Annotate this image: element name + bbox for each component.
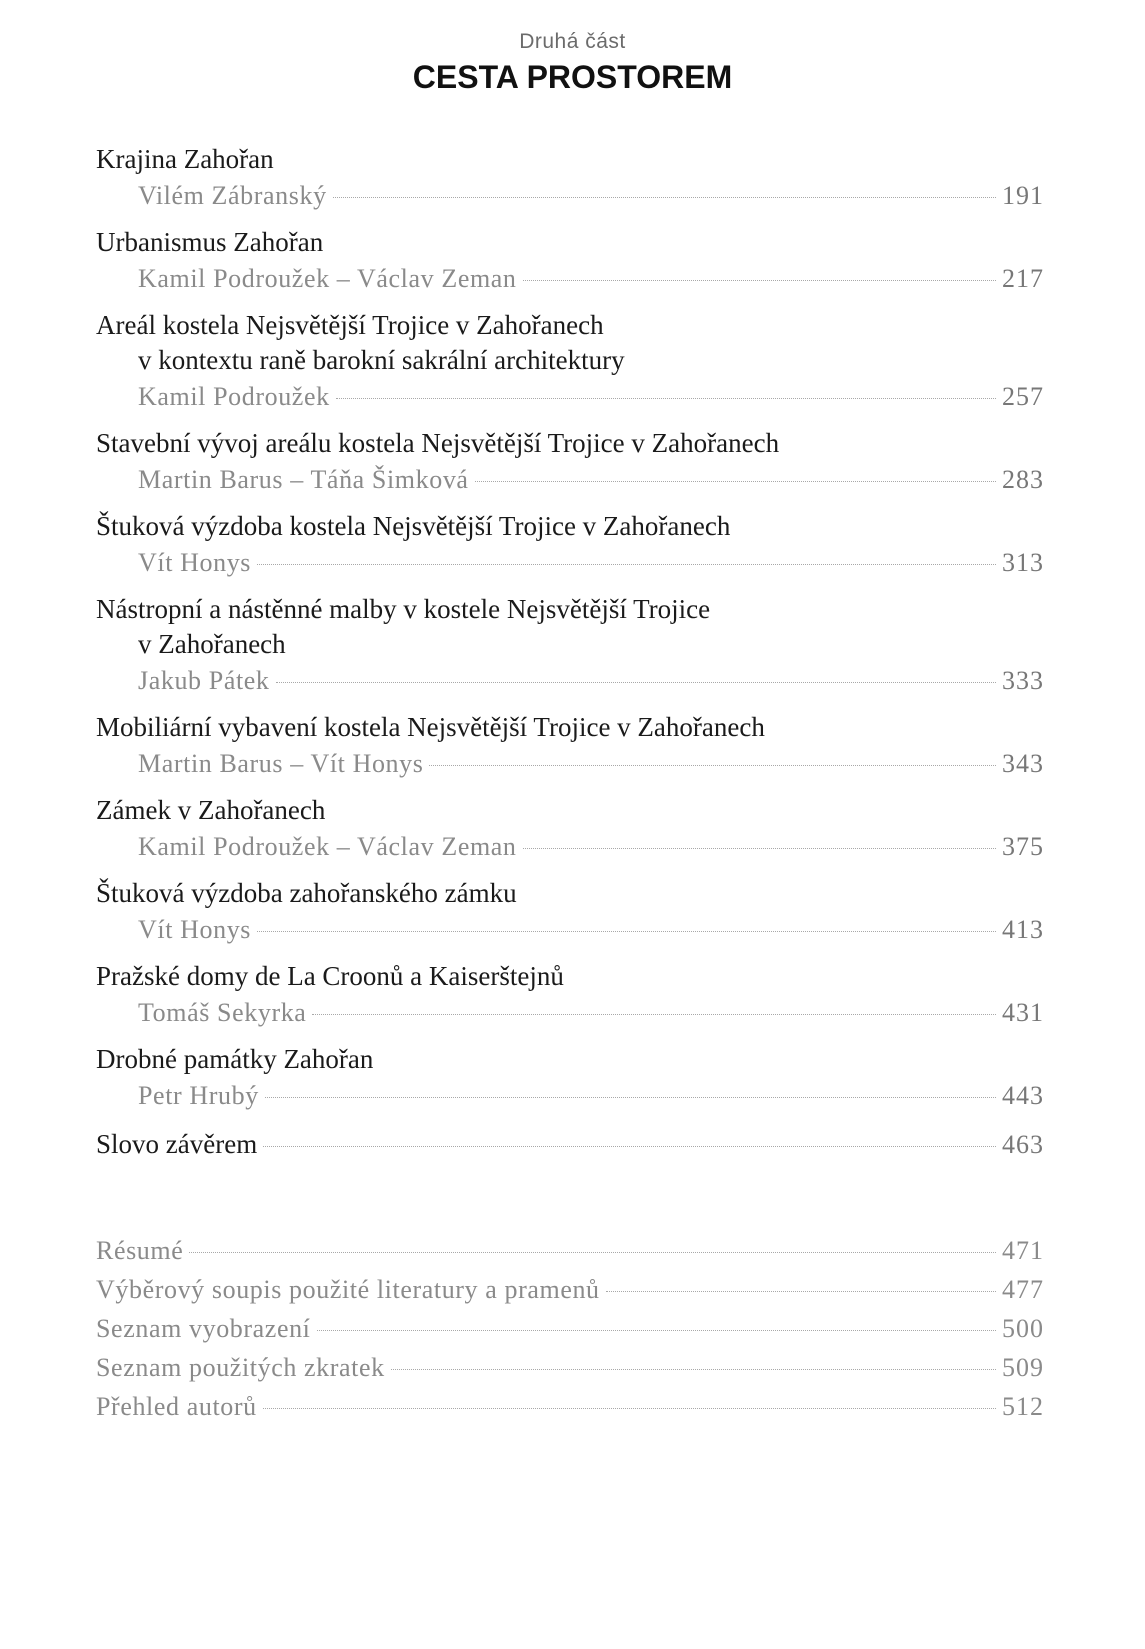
dot-leader — [391, 1369, 996, 1370]
chapter-author-text: Martin Barus – Vít Honys — [138, 749, 424, 778]
page-number: 463 — [1002, 1130, 1044, 1159]
toc-entry — [96, 308, 1044, 416]
page-number: 343 — [1002, 749, 1044, 778]
toc-entry — [96, 1042, 1044, 1115]
appendix-entry — [96, 1310, 1044, 1347]
dot-leader — [312, 1014, 996, 1015]
page-number: 313 — [1002, 548, 1044, 577]
page-number: 471 — [1002, 1236, 1044, 1265]
chapter-title: Zámek v Zahořanech — [96, 795, 326, 825]
chapter-author — [96, 911, 1044, 949]
part-label: Druhá část — [519, 30, 626, 53]
chapter-author-text: Kamil Podroužek – Václav Zeman — [138, 832, 517, 861]
chapter-title: v kontextu raně barokní sakrální architektury — [138, 345, 625, 375]
chapter-author-text: Petr Hrubý — [138, 1081, 259, 1110]
chapter-author-text: Tomáš Sekyrka — [138, 998, 307, 1027]
toc-entry — [96, 426, 1044, 499]
appendix-entry — [96, 1388, 1044, 1425]
appendix-entry — [96, 1271, 1044, 1308]
page-number: 413 — [1002, 915, 1044, 944]
dot-leader — [189, 1252, 996, 1253]
chapter-author-text: Jakub Pátek — [138, 666, 270, 695]
toc-entry — [96, 710, 1044, 783]
chapter-title: Areál kostela Nejsvětější Trojice v Zahořanech — [96, 310, 604, 340]
chapter-title: Nástropní a nástěnné malby v kostele Nejsvětější Trojice — [96, 594, 711, 624]
appendix-entry-text: Seznam použitých zkratek — [96, 1353, 385, 1382]
chapter-author — [96, 260, 1044, 298]
dot-leader — [317, 1330, 996, 1331]
part-title: CESTA PROSTOREM — [412, 59, 733, 95]
chapter-author-text: Kamil Podroužek – Václav Zeman — [138, 264, 517, 293]
page-number: 283 — [1002, 465, 1044, 494]
page-number: 500 — [1002, 1314, 1044, 1343]
chapter-author — [96, 461, 1044, 499]
chapter-title: Urbanismus Zahořan — [96, 227, 324, 257]
toc-entry — [96, 592, 1044, 700]
chapter-title: Štuková výzdoba kostela Nejsvětější Trojice v Zahořanech — [96, 511, 731, 541]
page-number: 443 — [1002, 1081, 1044, 1110]
chapter-author — [96, 828, 1044, 866]
dot-leader — [276, 682, 996, 683]
dot-leader — [257, 931, 996, 932]
page-number: 333 — [1002, 666, 1044, 695]
dot-leader — [475, 481, 996, 482]
appendix-entry — [96, 1232, 1044, 1269]
chapter-title: Drobné památky Zahořan — [96, 1044, 374, 1074]
chapter-author — [96, 378, 1044, 416]
chapter-author-text: Martin Barus – Táňa Šimková — [138, 465, 469, 494]
appendix-entry-text: Přehled autorů — [96, 1392, 257, 1421]
dot-leader — [429, 765, 996, 766]
chapter-author — [96, 745, 1044, 783]
page-number: 191 — [1002, 181, 1044, 210]
chapter-author-text: Kamil Podroužek — [138, 382, 330, 411]
dot-leader — [265, 1097, 996, 1098]
toc-entry — [96, 509, 1044, 582]
appendix-entry-text: Výběrový soupis použité literatury a pramenů — [96, 1275, 600, 1304]
toc-entry — [96, 225, 1044, 298]
toc-entry — [96, 959, 1044, 1032]
chapter-title: Stavební vývoj areálu kostela Nejsvětější Trojice v Zahořanech — [96, 428, 780, 458]
part-header — [0, 28, 1145, 98]
page-number: 477 — [1002, 1275, 1044, 1304]
appendix-entry — [96, 1349, 1044, 1386]
toc-entry — [96, 876, 1044, 949]
chapter-author — [96, 994, 1044, 1032]
page-number: 257 — [1002, 382, 1044, 411]
chapter-title: Krajina Zahořan — [96, 144, 274, 174]
chapter-author — [96, 177, 1044, 215]
dot-leader — [257, 564, 996, 565]
table-of-contents — [96, 142, 1044, 1174]
chapter-title: Štuková výzdoba zahořanského zámku — [96, 878, 517, 908]
page-number: 509 — [1002, 1353, 1044, 1382]
page-number: 512 — [1002, 1392, 1044, 1421]
chapter-title: Mobiliární vybavení kostela Nejsvětější Trojice v Zahořanech — [96, 712, 765, 742]
dot-leader — [606, 1291, 996, 1292]
toc-entry — [96, 142, 1044, 215]
appendix-entry-text: Seznam vyobrazení — [96, 1314, 311, 1343]
toc-entry — [96, 793, 1044, 866]
chapter-author — [96, 1077, 1044, 1115]
dot-leader — [333, 197, 996, 198]
page-number: 431 — [1002, 998, 1044, 1027]
chapter-author — [96, 544, 1044, 582]
closing-entry — [96, 1125, 1044, 1164]
page-number: 217 — [1002, 264, 1044, 293]
dot-leader — [336, 398, 996, 399]
dot-leader — [263, 1146, 996, 1147]
chapter-title: v Zahořanech — [138, 629, 286, 659]
closing-entry-text: Slovo závěrem — [96, 1129, 258, 1159]
appendix-list — [96, 1232, 1044, 1427]
dot-leader — [263, 1408, 996, 1409]
dot-leader — [523, 848, 996, 849]
appendix-entry-text: Résumé — [96, 1236, 184, 1265]
chapter-author-text: Vít Honys — [138, 548, 252, 577]
page-number: 375 — [1002, 832, 1044, 861]
chapter-title: Pražské domy de La Croonů a Kaiserštejnů — [96, 961, 564, 991]
chapter-author-text: Vít Honys — [138, 915, 252, 944]
chapter-author-text: Vilém Zábranský — [138, 181, 327, 210]
dot-leader — [523, 280, 996, 281]
chapter-author — [96, 662, 1044, 700]
